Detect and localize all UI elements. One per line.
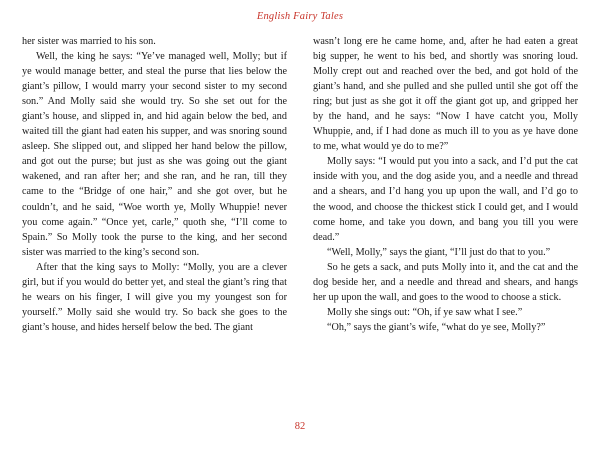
paragraph: So he gets a sack, and puts Molly into it, and the cat and the dog beside her, and a needle and thread and shears, and hangs her up upon the wall, and goes to the wood to choose a stick. [313, 261, 578, 303]
paragraph: her sister was married to his son. [22, 36, 156, 47]
paragraph: “Oh,” says the giant’s wife, “what do ye see, Molly?” [327, 321, 546, 333]
left-text-column [22, 34, 287, 335]
right-text-column [313, 34, 578, 335]
paragraph: Well, the king he says: “Ye’ve managed well, Molly; but if ye would manage better, and steal the purse that lies below the giant’s pillow, I would marry your second sister to my second son.” And Molly said she would try. So she set out for the giant’s house, and slipped in, and hid again below the bed, and waited till the giant had eaten his supper, and was snoring sound asleep. She slipped out, and slipped her hand below the pillow, and got out the purse; but just as she was going out the giant wakened, and ran after her; and she ran, and he ran, till they came to the “Bridge of one hair,” and she got over, but he couldn’t, and he said, “Woe worth ye, Molly Whuppie! never you come again.” “Once yet, carle,” quoth she, “I’ll come to Spain.” So Molly took the purse to the king, and her second sister was married to the king’s second son. [22, 51, 287, 258]
paragraph: Molly says: “I would put you into a sack, and I’d put the cat inside with you, and the dog aside you, and a needle and thread and a shears, and I’d hang you up upon the wall, and I’d go to the wood, and choose the thickest stick I could get, and I would come home, and take you down, and bang you till you were dead.” [313, 156, 578, 243]
paragraph: wasn’t long ere he came home, and, after he had eaten a great big supper, he went to his bed, and shortly was snoring loud. Molly crept out and reached over the bed, and got hold of the giant’s hand, and she pulled and she pulled until she got off the ring; but just as she got it off the giant got up, and gripped her by the hand, and he says: “Now I have catcht you, Molly Whuppie, and, if I had done as much ill to you as ye have done to me, what would ye do to me?” [313, 36, 578, 153]
running-head: English Fairy Tales [256, 11, 344, 22]
paragraph: Molly she sings out: “Oh, if ye saw what I see.” [327, 306, 523, 318]
paragraph: After that the king says to Molly: “Molly, you are a clever girl, but if you would do better yet, and steal the giant’s ring that he wears on his finger, I will give you my youngest son for yourself.” Molly said she would try. So back she goes to the giant’s house, and hides herself below the bed. The giant [22, 261, 287, 333]
page-number: 82 [294, 421, 306, 432]
text-columns [22, 34, 578, 408]
paragraph: “Well, Molly,” says the giant, “I’ll just do that to you.” [327, 246, 551, 258]
